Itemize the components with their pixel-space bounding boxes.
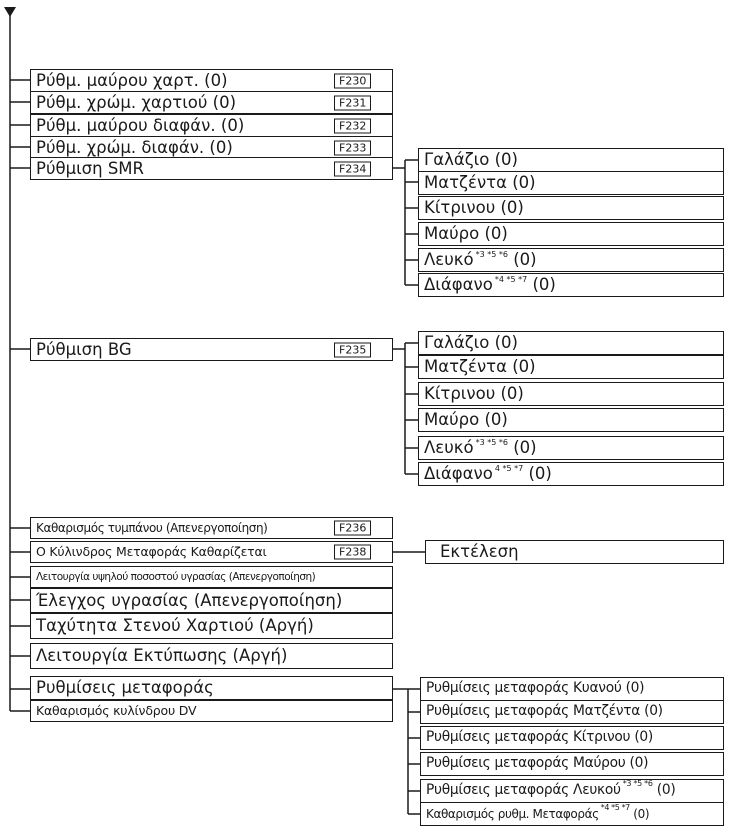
function-code: F232 — [334, 118, 371, 133]
transfer-item-yellow[interactable] — [420, 726, 724, 750]
submenu-label: Ρυθμίσεις μεταφοράς Κίτρινου (0) — [426, 729, 653, 746]
smr-item-magenta[interactable] — [418, 171, 724, 195]
menu-bg-setting[interactable] — [30, 338, 393, 361]
submenu-label: Ματζέντα (0) — [424, 172, 536, 192]
execute-label: Εκτέλεση — [440, 541, 519, 561]
menu-print-mode[interactable] — [30, 643, 393, 669]
menu-label: Ρύθμ. μαύρου διαφάν. (0) — [36, 115, 245, 135]
submenu-value: (0) — [513, 249, 537, 269]
menu-label: Ρυθμίσεις μεταφοράς — [36, 677, 214, 697]
menu-label: Ταχύτητα Στενού Χαρτιού (Αργή) — [36, 615, 314, 635]
footnote-marks: *3 *5 *6 — [622, 779, 653, 789]
menu-label: Ρύθμ. μαύρου χαρτ. (0) — [36, 70, 228, 90]
submenu-value: (0) — [532, 274, 556, 294]
menu-label: Ρύθμιση SMR — [36, 158, 145, 178]
menu-label: Λειτουργία υψηλού ποσοστού υγρασίας (Απενεργοποίηση) — [36, 570, 316, 583]
submenu-label: Ρυθμίσεις μεταφοράς Μαύρου (0) — [426, 755, 649, 772]
submenu-label: Γαλάζιο (0) — [424, 332, 518, 352]
submenu-label: Λευκό — [424, 437, 474, 457]
menu-humidity-check[interactable] — [30, 588, 393, 613]
smr-item-yellow[interactable] — [418, 196, 724, 220]
submenu-label: Ρυθμίσεις μεταφοράς Λευκού — [426, 782, 621, 799]
function-code: F233 — [334, 140, 371, 155]
menu-dv-roller-cleaning[interactable] — [30, 700, 393, 722]
submenu-value: (0) — [633, 807, 650, 821]
function-code: F238 — [334, 545, 371, 560]
submenu-label: Κίτρινου (0) — [424, 197, 524, 217]
submenu-label: Μαύρο (0) — [424, 409, 508, 429]
execute-button[interactable] — [425, 540, 724, 564]
submenu-label: Ματζέντα (0) — [424, 356, 536, 376]
menu-transparency-black[interactable] — [30, 114, 393, 137]
bg-item-white[interactable] — [418, 436, 724, 460]
function-code: F234 — [334, 161, 371, 176]
submenu-label: Καθαρισμός ρυθμ. Μεταφοράς — [426, 807, 599, 821]
submenu-label: Ρυθμίσεις μεταφοράς Κυανού (0) — [426, 680, 645, 697]
menu-transfer-roller-cleaning[interactable] — [30, 541, 393, 563]
smr-item-cyan[interactable] — [418, 148, 724, 172]
bg-item-cyan[interactable] — [418, 331, 724, 355]
function-code: F230 — [334, 73, 371, 88]
menu-label: Ρύθμ. χρώμ. χαρτιού (0) — [36, 92, 237, 112]
submenu-label: Κίτρινου (0) — [424, 383, 524, 403]
footnote-marks: *4 *5 *7 — [494, 274, 528, 284]
menu-transparency-color[interactable] — [30, 136, 393, 159]
transfer-item-black[interactable] — [420, 752, 724, 776]
menu-label: Ρύθμ. χρώμ. διαφάν. (0) — [36, 137, 233, 157]
footnote-marks: 4 *5 *7 — [494, 463, 524, 473]
menu-narrow-paper-speed[interactable] — [30, 613, 393, 639]
footnote-marks: *3 *5 *6 — [475, 249, 508, 259]
submenu-value: (0) — [656, 782, 676, 799]
function-code: F231 — [334, 95, 371, 110]
menu-label: Καθαρισμός τυμπάνου (Απενεργοποίηση) — [36, 521, 268, 535]
footnote-marks: *3 *5 *6 — [475, 437, 508, 447]
function-code: F235 — [334, 342, 371, 357]
bg-item-magenta[interactable] — [418, 355, 724, 379]
submenu-label: Γαλάζιο (0) — [424, 149, 518, 169]
transfer-item-cyan[interactable] — [420, 677, 724, 701]
submenu-label: Μαύρο (0) — [424, 223, 508, 243]
menu-transfer-settings[interactable] — [30, 676, 393, 700]
menu-paper-color[interactable] — [30, 91, 393, 114]
menu-paper-black[interactable] — [30, 69, 393, 92]
smr-item-black[interactable] — [418, 222, 724, 246]
smr-item-transparent[interactable] — [418, 273, 724, 297]
smr-item-white[interactable] — [418, 248, 724, 272]
menu-drum-cleaning[interactable] — [30, 517, 393, 539]
transfer-item-white[interactable] — [420, 779, 724, 803]
footnote-marks: *4 *5 *7 — [600, 803, 630, 812]
menu-smr-setting[interactable] — [30, 157, 393, 180]
menu-label: Λειτουργία Εκτύπωσης (Αργή) — [36, 645, 288, 665]
function-code: F236 — [334, 521, 371, 536]
submenu-label: Διάφανο — [424, 274, 493, 294]
submenu-value: (0) — [513, 437, 537, 457]
expand-arrow-icon — [4, 7, 16, 17]
submenu-label: Ρυθμίσεις μεταφοράς Ματζέντα (0) — [426, 703, 663, 720]
submenu-label: Λευκό — [424, 249, 474, 269]
menu-high-humidity-mode[interactable] — [30, 566, 393, 588]
menu-label: Ο Κύλινδρος Μεταφοράς Καθαρίζεται — [36, 543, 267, 559]
transfer-item-clear[interactable] — [420, 802, 724, 826]
menu-label: Έλεγχος υγρασίας (Απενεργοποίηση) — [36, 590, 343, 610]
bg-item-yellow[interactable] — [418, 382, 724, 406]
bg-item-black[interactable] — [418, 408, 724, 432]
bg-item-transparent[interactable] — [418, 462, 724, 486]
menu-label: Καθαρισμός κυλίνδρου DV — [36, 702, 197, 718]
submenu-value: (0) — [528, 463, 552, 483]
menu-label: Ρύθμιση BG — [36, 339, 132, 359]
submenu-label: Διάφανο — [424, 463, 493, 483]
transfer-item-magenta[interactable] — [420, 700, 724, 724]
